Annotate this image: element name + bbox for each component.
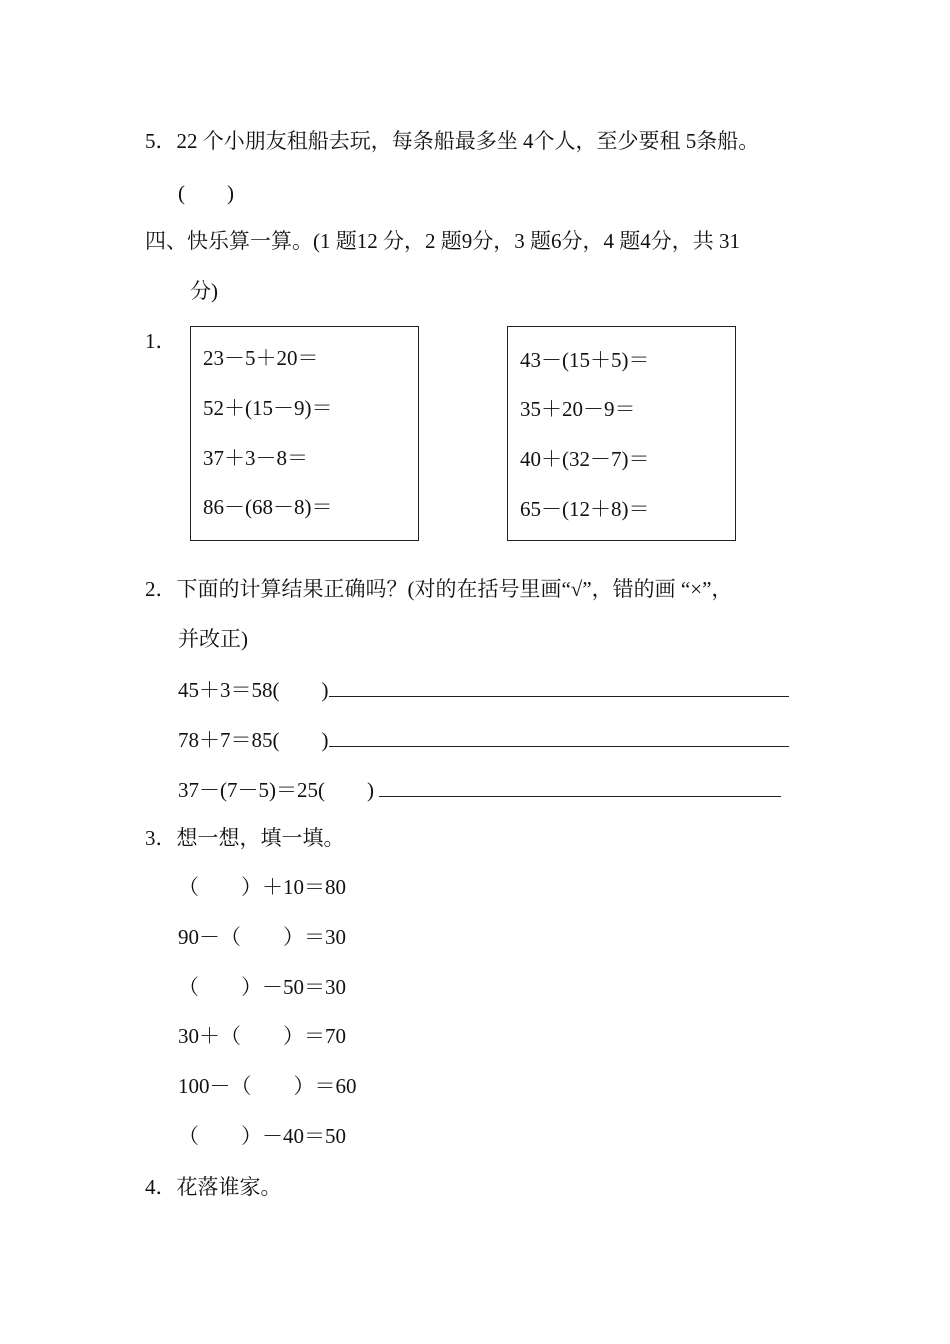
check-item bbox=[178, 776, 781, 803]
correction-blank[interactable] bbox=[379, 776, 781, 797]
problem4-prompt: 4．花落谁家。 bbox=[145, 1175, 282, 1199]
calc-box-right bbox=[507, 326, 736, 541]
fill-item[interactable]: 90－（ ）＝30 bbox=[178, 925, 346, 949]
calc-item: 40＋(32－7)＝ bbox=[520, 447, 650, 471]
problem2-prompt-cont: 并改正) bbox=[178, 627, 248, 651]
check-item bbox=[178, 726, 789, 753]
correction-blank[interactable] bbox=[329, 726, 789, 747]
check-item bbox=[178, 676, 789, 703]
check-equation: 37－(7－5)＝25( ) bbox=[178, 778, 380, 802]
q5-answer-bracket[interactable]: ( ) bbox=[178, 181, 234, 205]
check-equation: 78＋7＝85( ) bbox=[178, 728, 329, 752]
calc-item: 65－(12＋8)＝ bbox=[520, 497, 650, 521]
q5-text: 5．22 个小朋友租船去玩，每条船最多坐 4个人，至少要租 5条船。 bbox=[145, 129, 760, 153]
calc-item: 23－5＋20＝ bbox=[203, 346, 319, 370]
calc-item: 86－(68－8)＝ bbox=[203, 495, 333, 519]
calc-item: 37＋3－8＝ bbox=[203, 446, 308, 470]
problem1-number: 1． bbox=[145, 329, 177, 353]
fill-item[interactable]: 100－（ ）＝60 bbox=[178, 1074, 357, 1098]
problem2-prompt: 2．下面的计算结果正确吗？(对的在括号里画“√”，错的画 “×”， bbox=[145, 577, 733, 601]
fill-item[interactable]: （ ）－50＝30 bbox=[178, 975, 346, 999]
correction-blank[interactable] bbox=[329, 676, 789, 697]
calc-box-left bbox=[190, 326, 419, 541]
fill-item[interactable]: （ ）－40＝50 bbox=[178, 1124, 346, 1148]
fill-item[interactable]: 30＋（ ）＝70 bbox=[178, 1024, 346, 1048]
fill-item[interactable]: （ ）＋10＝80 bbox=[178, 875, 346, 899]
problem3-prompt: 3．想一想，填一填。 bbox=[145, 826, 345, 850]
calc-item: 35＋20－9＝ bbox=[520, 397, 636, 421]
section4-title: 四、快乐算一算。(1 题12 分，2 题9分，3 题6分，4 题4分，共 31 bbox=[145, 229, 740, 253]
check-equation: 45＋3＝58( ) bbox=[178, 678, 329, 702]
calc-item: 52＋(15－9)＝ bbox=[203, 396, 333, 420]
section4-title-cont: 分) bbox=[190, 279, 218, 303]
calc-item: 43－(15＋5)＝ bbox=[520, 348, 650, 372]
